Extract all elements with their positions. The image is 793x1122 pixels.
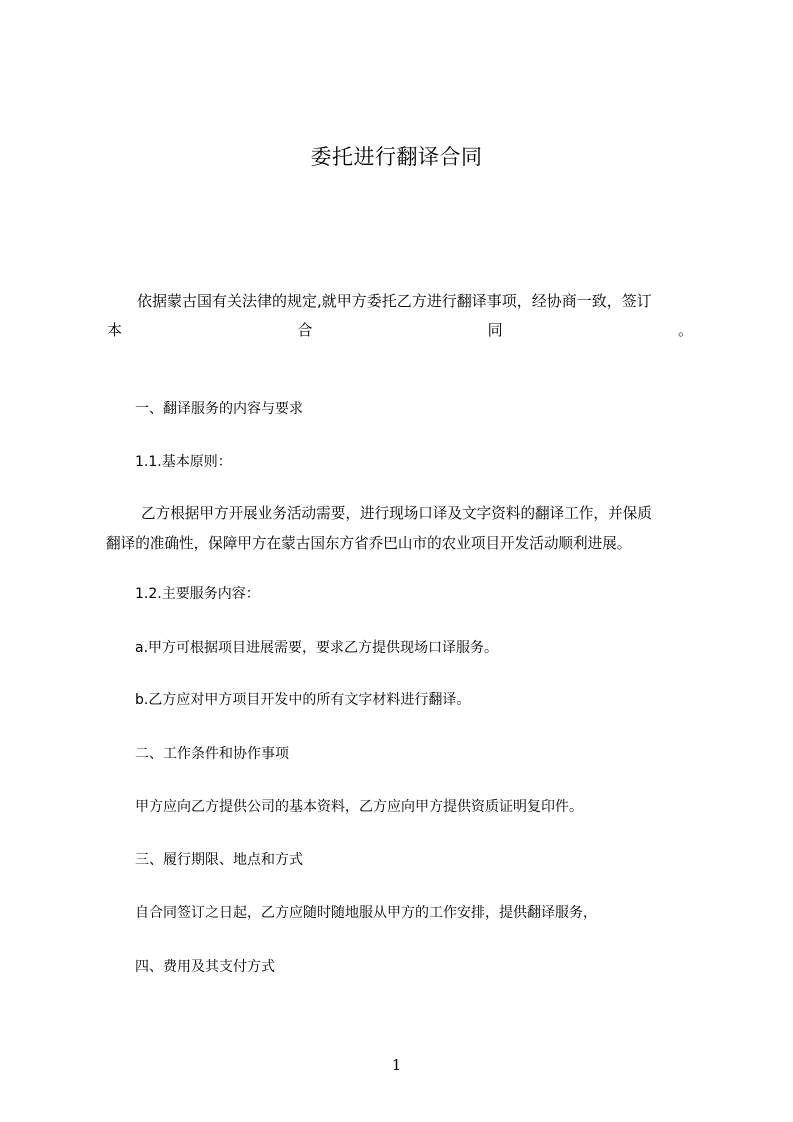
section-4-heading: 四、费用及其支付方式 bbox=[135, 959, 275, 975]
document-title: 委托进行翻译合同 bbox=[310, 145, 483, 169]
section-3-heading: 三、履行期限、地点和方式 bbox=[135, 852, 303, 868]
intro-paragraph-line-1: 依据蒙古国有关法律的规定,就甲方委托乙方进行翻译事项，经协商一致，签订 bbox=[137, 292, 652, 310]
section-1-1-paragraph-line-2: 翻译的准确性，保障甲方在蒙古国东方省乔巴山市的农业项目开发活动顺利进展。 bbox=[106, 535, 632, 552]
service-item-a: a.甲方可根据项目进展需要，要求乙方提供现场口译服务。 bbox=[135, 640, 499, 656]
section-1-1-heading: 1.1.基本原则： bbox=[135, 454, 232, 470]
section-1-1-paragraph-line-1: 乙方根据甲方开展业务活动需要，进行现场口译及文字资料的翻译工作，并保质 bbox=[141, 505, 652, 522]
intro-paragraph-line-2 bbox=[107, 319, 693, 341]
section-1-2-heading: 1.2.主要服务内容： bbox=[135, 586, 260, 602]
intro-char: 。 bbox=[677, 321, 693, 339]
intro-char: 合 bbox=[297, 321, 313, 339]
intro-char: 本 bbox=[107, 321, 123, 339]
section-1-1-paragraph bbox=[106, 499, 706, 559]
section-2-heading: 二、工作条件和协作事项 bbox=[135, 746, 289, 762]
page-number: 1 bbox=[391, 1056, 402, 1074]
section-2-paragraph: 甲方应向乙方提供公司的基本资料，乙方应向甲方提供资质证明复印件。 bbox=[135, 799, 583, 815]
intro-char: 同 bbox=[487, 321, 503, 339]
service-item-b: b.乙方应对甲方项目开发中的所有文字材料进行翻译。 bbox=[135, 692, 471, 708]
section-3-paragraph: 自合同签订之日起，乙方应随时随地服从甲方的工作安排，提供翻译服务， bbox=[135, 905, 597, 921]
section-1-heading: 一、翻译服务的内容与要求 bbox=[135, 401, 303, 417]
